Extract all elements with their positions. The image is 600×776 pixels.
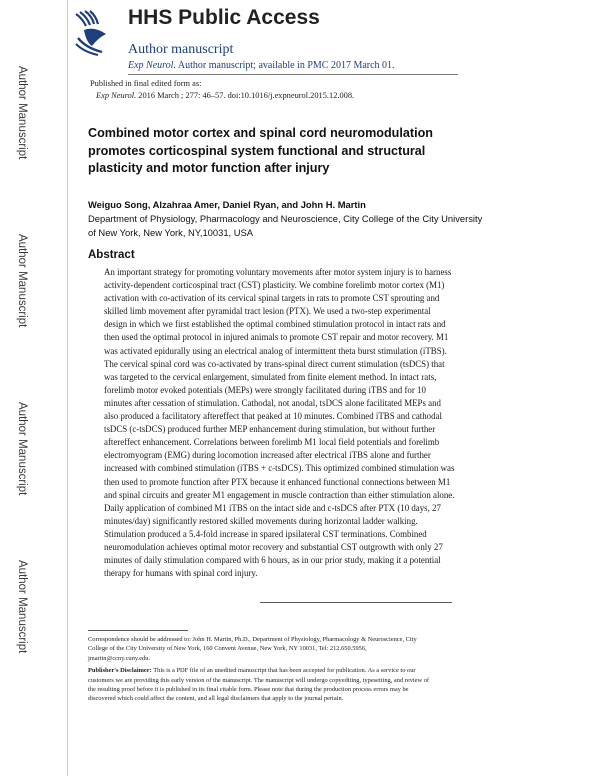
footnote-rule	[88, 630, 188, 631]
abstract-line: An important strategy for promoting voluntary movements after motor system injury is to harness	[104, 267, 452, 277]
affiliation	[88, 212, 518, 239]
disclaimer-line: discovered which could affect the content, and all legal disclaimers that apply to the journal pertain.	[88, 695, 344, 703]
abstract-line: electromyogram (EMG) during locomotion increased after electrical iTBS alone and further	[104, 450, 431, 461]
abstract-line: then used the optimal protocol in injured animals to promote CST repair and motor recovery. M1	[104, 332, 449, 343]
disclaimer-line: customers we are providing this early version of the manuscript. The manuscript will undergo copyediting, typesetting, and review of	[88, 676, 430, 684]
abstract-line: tsDCS (c-tsDCS) produced further MEP enhancement during stimulation, but without further	[104, 424, 436, 435]
abstract-line: activation with co-activation of its cervical spinal targets in rats to promote CST sprouting and	[104, 293, 440, 304]
abstract-line: then used to promote function after PTX because it enhanced functional connections between M1	[104, 476, 451, 487]
header-availability-text: Author manuscript; available in PMC 2017 March 01.	[177, 60, 395, 71]
abstract-line: and spinal circuits and greater M1 engagement in muscle contraction than either stimulation alone.	[104, 489, 455, 500]
pubinfo-label: Published in final edited form as:	[90, 79, 202, 88]
abstract-line: was targeted to the cervical enlargement, simulated from finite element method. In intact rats,	[104, 371, 437, 382]
abstract-body	[104, 266, 528, 580]
abstract-line: also produced a facilitatory aftereffect that peaked at 10 minutes. Combined iTBS and cathodal	[104, 411, 442, 422]
header-rule	[128, 74, 458, 75]
publication-info	[90, 78, 354, 102]
abstract-line: forelimb motor evoked potentials (MEPs) were strongly facilitated during iTBS and for 10	[104, 384, 426, 395]
paper-title-line: promotes corticospinal system functional and structural	[88, 143, 426, 158]
abstract-line: The cervical spinal cord was co-activated by trans-spinal direct current stimulation (tsDCS) that	[104, 358, 445, 369]
disclaimer-label: Publisher's Disclaimer:	[88, 667, 152, 675]
abstract-line: neuromodulation achieves optimal motor recovery and substantial CST outgrowth with only 27	[104, 541, 443, 552]
disclaimer-first-text: This is a PDF file of an unedited manuscript that has been accepted for publication. As a service to our	[151, 667, 416, 675]
abstract-end-rule	[260, 602, 452, 603]
side-label-author-manuscript: Author Manuscript	[16, 234, 28, 328]
affiliation-line: Department of Physiology, Pharmacology and Neuroscience, City College of the City University	[88, 213, 483, 224]
paper-title-line: Combined motor cortex and spinal cord neuromodulation	[88, 126, 433, 140]
paper-title	[88, 125, 508, 178]
abstract-line: design in which we first established the optimal combined stimulation protocol in intact rats and	[104, 319, 446, 330]
side-label-author-manuscript: Author Manuscript	[16, 560, 28, 654]
abstract-line: skilled limb movement after pyramidal tract lesion (PTX). We used a two-step experimental	[104, 306, 431, 317]
abstract-line: therapy for humans with spinal cord injury.	[104, 568, 258, 579]
author-list: Weiguo Song, Alzahraa Amer, Daniel Ryan, and John H. Martin	[88, 199, 366, 210]
abstract-line: minutes of daily stimulation compared with 6 hours, as in our prior study, making it a potential	[104, 555, 441, 566]
disclaimer-line: the resulting proof before it is published in its final citable form. Please note that during the production process errors may be	[88, 685, 409, 693]
abstract-line: increased with combined stimulation (iTBS + c-tsDCS). This optimized combined stimulation was	[104, 463, 455, 474]
affiliation-line: of New York, New York, NY,10031, USA	[88, 226, 254, 238]
header-journal: Exp Neurol.	[128, 60, 176, 71]
correspondence-line: College of the City University of New York, 160 Convent Avenue, New York, NY 10031, Tel: 212.650.5956,	[88, 645, 367, 653]
abstract-line: minutes/day) significantly restored skilled movements during horizontal ladder walking.	[104, 515, 418, 526]
pubinfo-citation	[90, 90, 354, 102]
pubinfo-journal: Exp Neurol.	[96, 91, 137, 100]
header-title: HHS Public Access	[128, 6, 320, 29]
abstract-line: aftereffect enhancement. Correlations between forelimb M1 local field potentials and forelimb	[104, 437, 440, 448]
disclaimer-line	[88, 666, 528, 675]
correspondence-line: jmartin@ccny.cuny.edu.	[88, 654, 151, 662]
abstract-line: activity-dependent corticospinal tract (CST) plasticity. We combine forelimb motor cortex (M1)	[104, 280, 445, 291]
pubinfo-citation-text: 2016 March ; 277: 46–57. doi:10.1016/j.expneurol.2015.12.008.	[138, 91, 355, 100]
side-label-author-manuscript: Author Manuscript	[16, 66, 28, 160]
abstract-line: Daily application of combined M1 iTBS on the intact side and c-tsDCS after PTX (10 days, 27	[104, 502, 441, 513]
abstract-heading: Abstract	[88, 249, 135, 261]
abstract-line: Stimulation produced a 5.4-fold increase in spared ipsilateral CST terminations. Combined	[104, 528, 427, 539]
sidebar-divider	[67, 0, 68, 776]
correspondence-line: Correspondence should be addressed to: John H. Martin, Ph.D., Department of Physiology, Pharmacology & Neuroscience, City	[88, 636, 417, 643]
footnotes	[88, 635, 528, 704]
header-subtitle: Author manuscript	[128, 42, 234, 57]
hhs-eagle-logo-icon	[72, 8, 116, 56]
side-label-author-manuscript: Author Manuscript	[16, 402, 28, 496]
header-availability	[128, 60, 395, 71]
abstract-line: minutes after cessation of stimulation. Cathodal, not anodal, tsDCS alone facilitated MEPs and	[104, 397, 441, 408]
abstract-line: was activated epidurally using an electrical analog of intermittent theta burst stimulation (iTBS).	[104, 345, 447, 356]
paper-title-line: plasticity and motor function after injury	[88, 161, 330, 175]
